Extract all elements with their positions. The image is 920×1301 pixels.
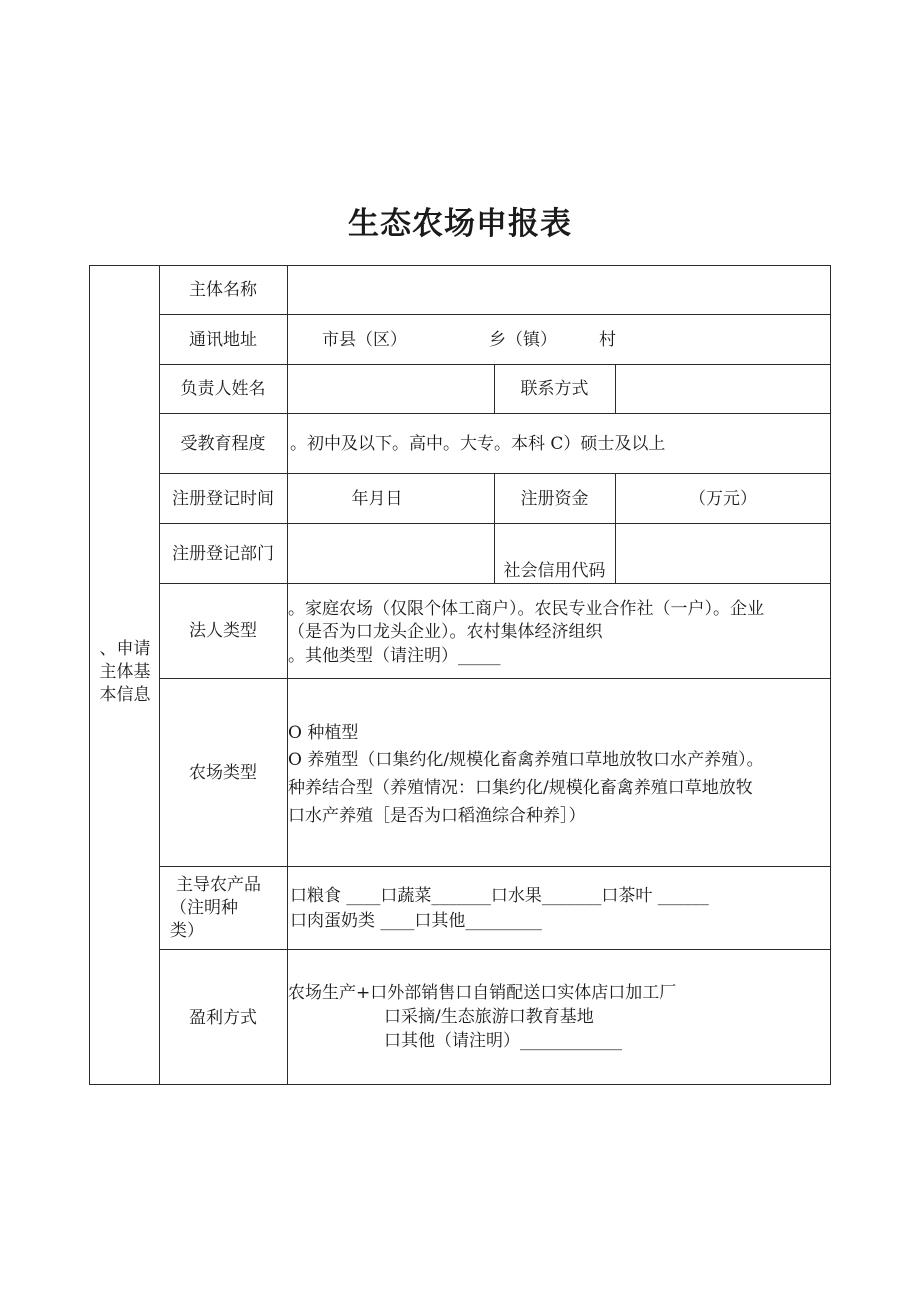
row-divider — [159, 364, 831, 365]
row-divider — [159, 413, 831, 414]
education-label: 受教育程度 — [180, 434, 266, 454]
reg-dept-label: 注册登记部门 — [172, 544, 274, 564]
reg-date-field[interactable]: 年月日 — [351, 489, 403, 509]
row-divider — [159, 314, 831, 315]
person-name-field[interactable] — [290, 367, 492, 411]
profit-line[interactable]: 农场生产+口外部销售口自销配送口实体店口加工厂 — [288, 983, 677, 1003]
farm-type-label: 农场类型 — [189, 763, 257, 783]
products-label-line: 主导农产品 — [176, 875, 261, 895]
credit-code-field[interactable] — [618, 526, 828, 581]
profit-line[interactable]: 口采摘/生态旅游口教育基地 — [384, 1007, 594, 1027]
address-town[interactable]: 乡（镇） — [489, 330, 557, 350]
person-name-label: 负责人姓名 — [180, 379, 266, 399]
page-title: 生态农场申报表 — [348, 206, 572, 242]
address-label: 通讯地址 — [189, 330, 257, 350]
profit-line[interactable]: 口其他（请注明）____________ — [384, 1031, 622, 1051]
reg-time-label: 注册登记时间 — [172, 489, 274, 509]
address-county[interactable]: 市县（区） — [322, 330, 407, 350]
education-options[interactable]: 。初中及以下。高中。大专。本科 C）硕士及以上 — [290, 434, 666, 454]
contact-label: 联系方式 — [520, 379, 589, 399]
row-divider — [159, 473, 831, 474]
address-village[interactable]: 村 — [599, 330, 616, 350]
legal-type-line[interactable]: 。其他类型（请注明）_____ — [288, 646, 501, 666]
section-label-line: 、申请 — [99, 639, 151, 659]
legal-type-label: 法人类型 — [189, 621, 257, 641]
section-label-line: 本信息 — [99, 685, 151, 705]
products-label-line: （注明种 — [170, 898, 238, 918]
row-divider — [159, 678, 831, 679]
label-column-divider — [287, 265, 288, 1085]
row-divider — [159, 949, 831, 950]
farm-type-line[interactable]: 口水产养殖［是否为口稻渔综合种养］） — [288, 806, 586, 826]
farm-type-line[interactable]: 种养结合型（养殖情况：口集约化/规模化畜禽养殖口草地放牧 — [288, 778, 753, 798]
section-label-line: 主体基 — [99, 662, 151, 682]
farm-type-line[interactable]: O 种植型 — [288, 723, 359, 743]
products-line[interactable]: 口肉蛋奶类 ____口其他_________ — [290, 911, 542, 931]
contact-field[interactable] — [618, 367, 828, 411]
entity-name-field[interactable] — [290, 268, 828, 312]
products-label-line: 类） — [170, 921, 204, 941]
legal-type-line[interactable]: 。家庭农场（仅限个体工商户）。农民专业合作社（一户）。企业 — [288, 599, 764, 619]
right-divider-person — [615, 365, 616, 413]
entity-name-label: 主体名称 — [189, 280, 257, 300]
reg-dept-field[interactable] — [290, 526, 492, 581]
row-divider — [159, 523, 831, 524]
products-line[interactable]: 口粮食 ____口蔬菜_______口水果_______口茶叶 ______ — [290, 886, 709, 906]
row-divider — [159, 583, 831, 584]
credit-code-label: 社会信用代码 — [503, 561, 606, 581]
profit-label: 盈利方式 — [189, 1008, 257, 1028]
farm-type-line[interactable]: O 养殖型（口集约化/规模化畜禽养殖口草地放牧口水产养殖）。 — [288, 750, 764, 770]
capital-label: 注册资金 — [520, 489, 589, 509]
capital-field[interactable]: （万元） — [689, 489, 757, 509]
row-divider — [159, 866, 831, 867]
section-label — [92, 638, 158, 707]
legal-type-line[interactable]: （是否为口龙头企业）。农村集体经济组织 — [288, 622, 603, 642]
products-label — [170, 874, 282, 943]
